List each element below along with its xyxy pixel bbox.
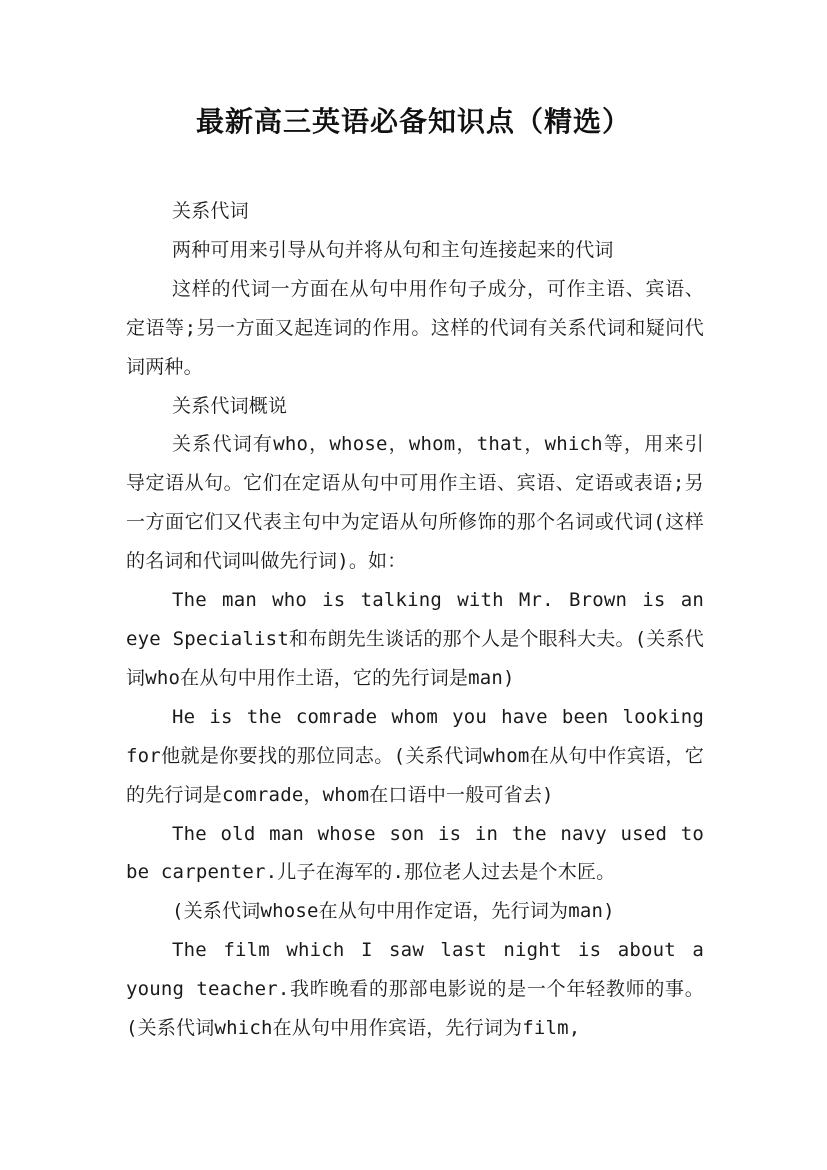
paragraph-example-which: The film which I saw last night is about a young teacher.我昨晚看的那部电影说的是一个年轻教师的事。(关系代词which在从句中用作宾语，先行词为film, xyxy=(126,939,704,1040)
paragraph-definition: 两种可用来引导从句并将从句和主句连接起来的代词 xyxy=(172,238,614,261)
paragraph-example-whose: The old man whose son is in the navy used to be carpenter.儿子在海军的.那位老人过去是个木匠。 xyxy=(126,822,704,884)
paragraph-explanation: 这样的代词一方面在从句中用作句子成分，可作主语、宾语、定语等;另一方面又起连词的作用。这样的代词有关系代词和疑问代词两种。 xyxy=(126,277,704,378)
paragraph-example-who: The man who is talking with Mr. Brown is an eye Specialist和布朗先生谈话的那个人是个眼科大夫。(关系代词who在从句中用作土语，它的先行词是man) xyxy=(126,589,704,689)
paragraph-note-whose: (关系代词whose在从句中用作定语，先行词为man) xyxy=(172,900,615,923)
paragraph-overview: 关系代词有who，whose，whom，that，which等，用来引导定语从句。它们在定语从句中可用作主语、宾语、定语或表语;另一方面它们又代表主句中为定语从句所修饰的那个名词或代词(这样的名词和代词叫做先行词)。如： xyxy=(126,433,704,573)
document-body xyxy=(126,192,704,1048)
document-title: 最新高三英语必备知识点（精选） xyxy=(195,105,631,138)
paragraph-heading-relative-pronoun: 关系代词 xyxy=(172,200,249,222)
paragraph-example-whom: He is the comrade whom you have been looking for他就是你要找的那位同志。(关系代词whom在从句中作宾语，它的先行词是comrade，whom在口语中一般可省去) xyxy=(126,705,704,806)
paragraph-heading-overview: 关系代词概说 xyxy=(172,394,288,417)
